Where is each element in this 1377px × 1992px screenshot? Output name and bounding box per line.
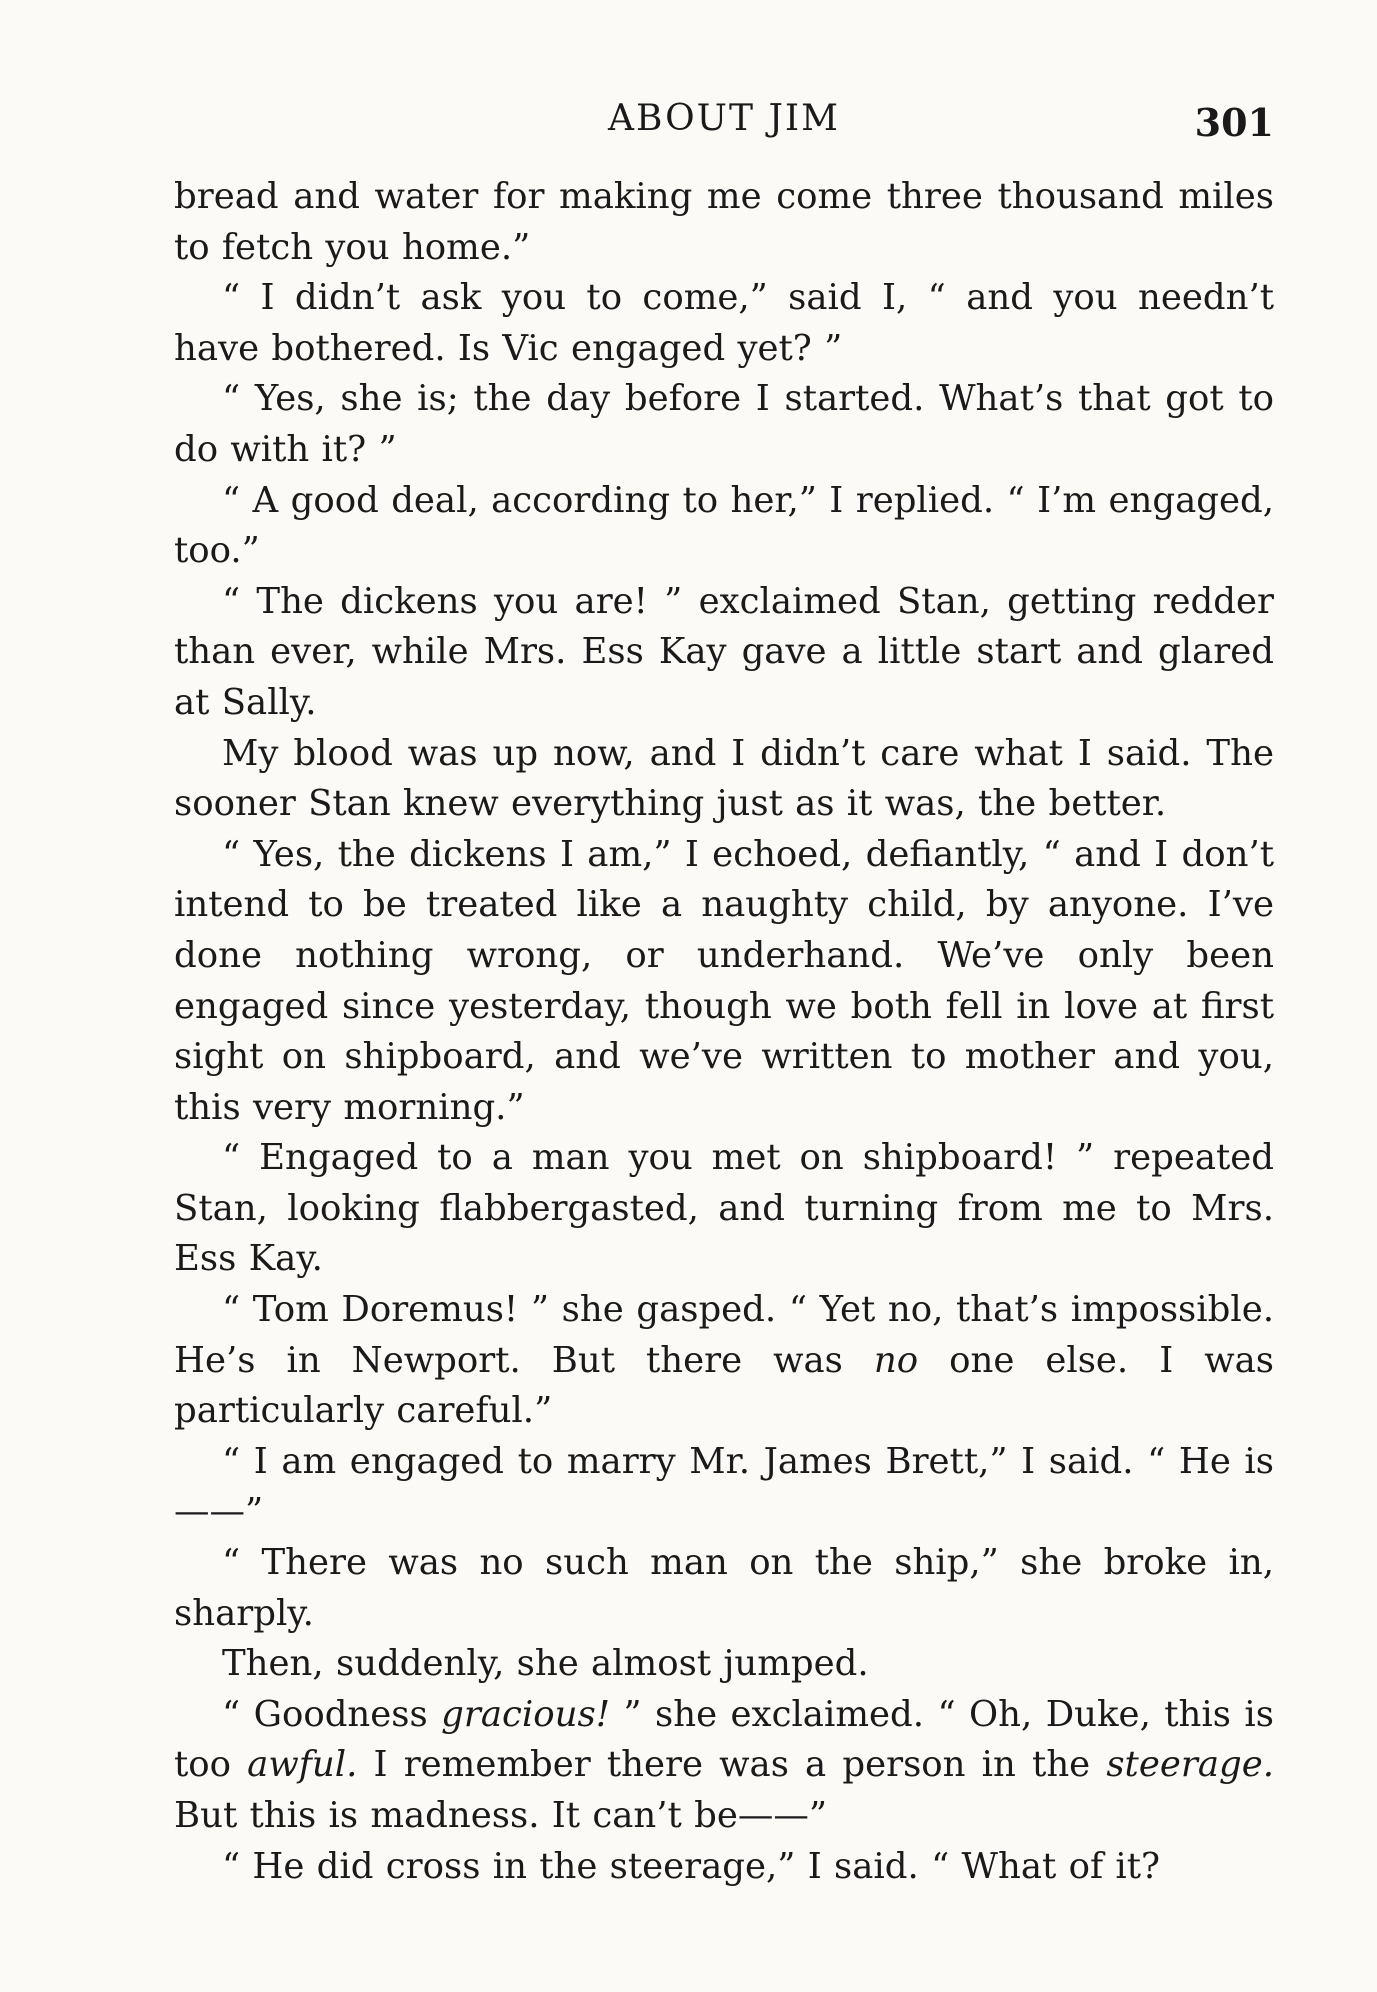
emphasis: awful. [247,1744,358,1786]
text-run: “ Tom Doremus! ” she gasped. “ Yet no, that’s impossible. He’s in Newport. But there was [174,1289,1274,1381]
paragraph: “ A good deal, according to her,” I replied. “ I’m engaged, too.” [174,479,1274,572]
text-run: one else. I was particularly careful.” [174,1339,1274,1432]
text-run: I remember there was a person in the [357,1744,1107,1786]
text-run: But this is madness. It can’t be——” [174,1795,827,1836]
paragraph: “ He did cross in the steerage,” I said. “ What of it? [222,1845,1161,1887]
paragraph: Then, suddenly, she almost jumped. [222,1643,869,1685]
text-run: “ Goodness [222,1693,442,1735]
emphasis: steerage. [1106,1744,1274,1786]
paragraph: “ There was no such man on the ship,” she broke in, sharply. [174,1542,1274,1634]
paragraph: “ Yes, she is; the day before I started. What’s that got to do with it? ” [174,378,1274,470]
paragraph: “ I didn’t ask you to come,” said I, “ and you needn’t have bothered. Is Vic engaged yet? ” [174,277,1274,369]
emphasis: gracious! [441,1693,610,1735]
running-head: ABOUT JIM [608,98,840,139]
emphasis: no [873,1339,919,1381]
paragraph [174,1690,1274,1842]
paragraph: “ I am engaged to marry Mr. James Brett,” I said. “ He is——” [174,1440,1274,1533]
text-run: ” she exclaimed. “ Oh, Duke, this is too [174,1693,1274,1786]
body-text [174,172,1274,1892]
paragraph [174,1285,1274,1437]
page-header [174,98,1274,148]
paragraph: “ The dickens you are! ” exclaimed Stan, getting redder than ever, while Mrs. Ess Kay gave a little start and glared at Sally. [174,580,1274,723]
paragraph: bread and water for making me come three thousand miles to fetch you home.” [174,176,1274,268]
paragraph: “ Yes, the dickens I am,” I echoed, defiantly, “ and I don’t intend to be treated like a naughty child, by anyone. I’ve done nothing wrong, or underhand. We’ve only been engaged since yesterday, though we both fell in love at first sight on shipboard, and we’ve written to mother and you, this very morning.” [174,833,1274,1128]
paragraph: My blood was up now, and I didn’t care what I said. The sooner Stan knew everything just as it was, the better. [174,732,1274,825]
page-number: 301 [1194,100,1274,145]
paragraph: “ Engaged to a man you met on shipboard! ” repeated Stan, looking flabbergasted, and turning from me to Mrs. Ess Kay. [174,1137,1274,1280]
